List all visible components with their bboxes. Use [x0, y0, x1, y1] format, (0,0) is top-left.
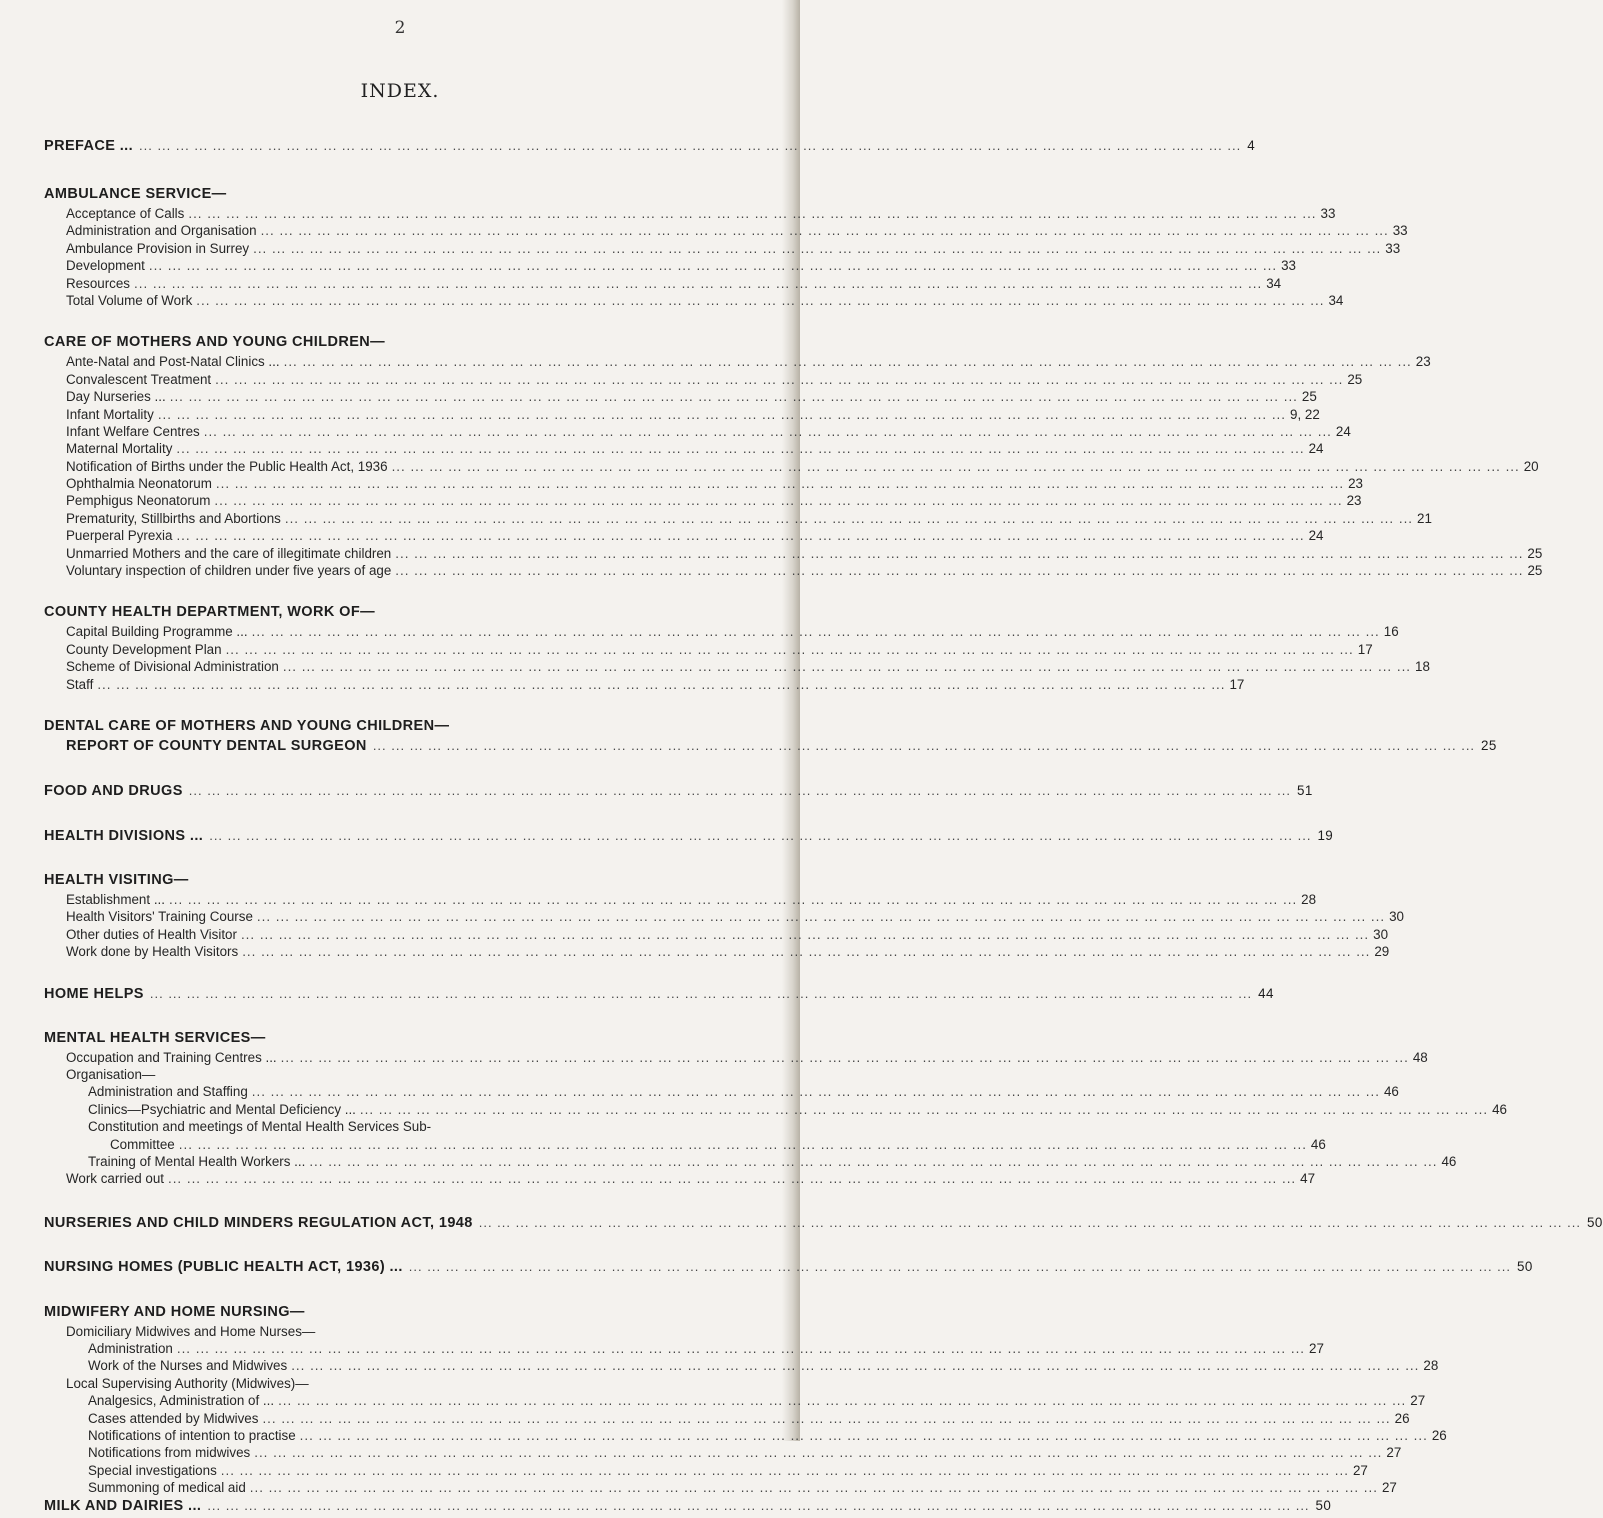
dot-leader: ... ... ... ... ... ... ... ... ... ... ... ... ... ... ... ... ... ... ... ... ... ... ... ... ... ... ... ... ... ... ... ... ... ... ... ... ... ... ... ... ... ... ... ... ... ... ... ... ... ... ... ... ... ... ... ... ... ... ... ... — [283, 354, 1412, 370]
section-heading-text: NURSERIES AND CHILD MINDERS REGULATION ACT, 1948 — [44, 1214, 473, 1231]
dot-leader: ... ... ... ... ... ... ... ... ... ... ... ... ... ... ... ... ... ... ... ... ... ... ... ... ... ... ... ... ... ... ... ... ... ... ... ... ... ... ... ... ... ... ... ... ... ... ... ... ... ... ... ... ... ... ... ... ... ... ... ... — [372, 737, 1476, 753]
entry-text: Occupation and Training Centres ... — [66, 1049, 277, 1065]
page-reference: 47 — [1300, 1171, 1316, 1187]
dot-leader: ... ... ... ... ... ... ... ... ... ... ... ... ... ... ... ... ... ... ... ... ... ... ... ... ... ... ... ... ... ... ... ... ... ... ... ... ... ... ... ... ... ... ... ... ... ... ... ... ... ... ... ... ... ... ... ... ... ... ... ... — [139, 138, 1242, 153]
section-heading — [44, 718, 649, 738]
dot-leader: ... ... ... ... ... ... ... ... ... ... ... ... ... ... ... ... ... ... ... ... ... ... ... ... ... ... ... ... ... ... ... ... ... ... ... ... ... ... ... ... ... ... ... ... ... ... ... ... ... ... ... ... ... ... ... ... ... ... ... ... — [169, 389, 1298, 405]
section-heading — [44, 1497, 1332, 1518]
dot-leader: ... ... ... ... ... ... ... ... ... ... ... ... ... ... ... ... ... ... ... ... ... ... ... ... ... ... ... ... ... ... ... ... ... ... ... ... ... ... ... ... ... ... ... ... ... ... ... ... ... ... ... ... ... ... ... ... ... ... ... ... — [203, 423, 1332, 439]
section-subheading — [44, 737, 1497, 758]
entry-text: Pemphigus Neonatorum — [66, 493, 211, 509]
dot-leader: ... ... ... ... ... ... ... ... ... ... ... ... ... ... ... ... ... ... ... ... ... ... ... ... ... ... ... ... ... ... ... ... ... ... ... ... ... ... ... ... ... ... ... ... ... ... ... ... ... ... ... ... ... ... ... ... ... ... ... ... — [196, 292, 1325, 308]
index-section-visiting — [44, 871, 1404, 962]
page-reference: 17 — [1357, 641, 1373, 657]
index-entry — [44, 476, 1363, 493]
index-entry — [44, 891, 1317, 909]
page-reference: 20 — [1523, 458, 1539, 474]
index-entry — [44, 1049, 1428, 1067]
page-reference: 46 — [1383, 1084, 1399, 1100]
index-section-dental — [44, 717, 1497, 758]
index-entry — [44, 641, 1373, 659]
dot-leader: ... ... ... ... ... ... ... ... ... ... ... ... ... ... ... ... ... ... ... ... ... ... ... ... ... ... ... ... ... ... ... ... ... ... ... ... ... ... ... ... ... ... ... ... ... ... ... ... ... ... ... ... ... ... ... ... ... ... ... ... — [408, 1258, 1512, 1274]
dot-leader: ... ... ... ... ... ... ... ... ... ... ... ... ... ... ... ... ... ... ... ... ... ... ... ... ... ... ... ... ... ... ... ... ... ... ... ... ... ... ... ... ... ... ... ... ... ... ... ... ... ... ... ... ... ... ... ... ... ... ... ... — [148, 258, 1278, 274]
page-reference: 25 — [1301, 389, 1317, 405]
dot-leader: ... ... ... ... ... ... ... ... ... ... ... ... ... ... ... ... ... ... ... ... ... ... ... ... ... ... ... ... ... ... ... ... ... ... ... ... ... ... ... ... ... ... ... ... ... ... ... ... ... ... ... ... ... ... ... ... ... ... ... ... — [97, 676, 1226, 692]
page-reference: 33 — [1281, 258, 1296, 274]
page-reference: 25 — [1481, 737, 1497, 753]
page-reference: 28 — [1423, 1358, 1439, 1374]
page-reference: 33 — [1392, 223, 1408, 239]
section-heading — [44, 1214, 1603, 1235]
page-reference: 46 — [1310, 1136, 1326, 1152]
page-reference: 27 — [1386, 1445, 1402, 1461]
page-reference: 27 — [1352, 1462, 1368, 1478]
page-title: INDEX. — [360, 80, 440, 102]
index-entry — [44, 545, 1543, 563]
page-reference: 16 — [1383, 624, 1399, 640]
index-entry — [44, 926, 1389, 944]
page-reference: 26 — [1394, 1410, 1410, 1426]
section-heading-text: COUNTY HEALTH DEPARTMENT, WORK OF— — [44, 604, 375, 621]
dot-leader: ... ... ... ... ... ... ... ... ... ... ... ... ... ... ... ... ... ... ... ... ... ... ... ... ... ... ... ... ... ... ... ... ... ... ... ... ... ... ... ... ... ... ... ... ... ... ... ... ... ... ... ... ... ... ... ... ... ... ... ... — [242, 944, 1371, 960]
index-entry — [44, 1324, 649, 1341]
section-heading-text: HEALTH DIVISIONS ... — [44, 827, 204, 844]
section-heading-text: AMBULANCE SERVICE— — [44, 186, 227, 202]
section-heading — [44, 1304, 649, 1324]
page-reference: 50 — [1517, 1258, 1533, 1274]
section-heading-text: HEALTH VISITING— — [44, 871, 189, 888]
dot-leader: ... ... ... ... ... ... ... ... ... ... ... ... ... ... ... ... ... ... ... ... ... ... ... ... ... ... ... ... ... ... ... ... ... ... ... ... ... ... ... ... ... ... ... ... ... ... ... ... ... ... ... ... ... ... ... ... ... ... ... ... — [167, 1171, 1297, 1187]
section-heading — [44, 782, 1313, 803]
dot-leader: ... ... ... ... ... ... ... ... ... ... ... ... ... ... ... ... ... ... ... ... ... ... ... ... ... ... ... ... ... ... ... ... ... ... ... ... ... ... ... ... ... ... ... ... ... ... ... ... ... ... ... ... ... ... ... ... ... ... ... ... — [209, 827, 1312, 843]
section-heading-text: DENTAL CARE OF MOTHERS AND YOUNG CHILDREN— — [44, 717, 450, 734]
dot-leader: ... ... ... ... ... ... ... ... ... ... ... ... ... ... ... ... ... ... ... ... ... ... ... ... ... ... ... ... ... ... ... ... ... ... ... ... ... ... ... ... ... ... ... ... ... ... ... ... ... ... ... ... ... ... ... ... ... ... ... ... — [278, 1393, 1407, 1409]
entry-text: Infant Mortality — [66, 406, 154, 422]
entry-text: Acceptance of Calls — [66, 206, 185, 221]
entry-text: Committee — [110, 1136, 175, 1152]
index-entry — [44, 510, 1432, 528]
entry-text: Infant Welfare Centres — [66, 423, 200, 439]
entry-text: Ambulance Provision in Surrey — [66, 240, 250, 256]
index-section-milk — [44, 1497, 1332, 1518]
entry-text: Clinics—Psychiatric and Mental Deficiency ... — [88, 1101, 356, 1117]
page-reference: 46 — [1492, 1101, 1507, 1117]
dot-leader: ... ... ... ... ... ... ... ... ... ... ... ... ... ... ... ... ... ... ... ... ... ... ... ... ... ... ... ... ... ... ... ... ... ... ... ... ... ... ... ... ... ... ... ... ... ... ... ... ... ... ... ... ... ... ... ... ... ... ... ... — [134, 275, 1263, 291]
section-heading-text: MENTAL HEALTH SERVICES— — [44, 1029, 266, 1046]
entry-text: Administration — [88, 1341, 173, 1357]
index-entry — [44, 659, 1430, 676]
entry-text: Unmarried Mothers and the care of illegitimate children — [66, 545, 392, 561]
entry-text: Constitution and meetings of Mental Health Services Sub- — [88, 1119, 432, 1135]
page-reference: 27 — [1410, 1393, 1426, 1409]
entry-text: Other duties of Health Visitor — [66, 926, 237, 942]
entry-text: Convalescent Treatment — [66, 371, 212, 387]
page-reference: 30 — [1389, 909, 1404, 925]
page-reference: 25 — [1527, 563, 1543, 579]
section-heading-text: CARE OF MOTHERS AND YOUNG CHILDREN— — [44, 334, 386, 351]
index-entry — [44, 354, 1431, 371]
dot-leader: ... ... ... ... ... ... ... ... ... ... ... ... ... ... ... ... ... ... ... ... ... ... ... ... ... ... ... ... ... ... ... ... ... ... ... ... ... ... ... ... ... ... ... ... ... ... ... ... ... ... ... ... ... ... ... ... ... ... ... ... — [309, 1153, 1438, 1169]
index-entry — [44, 406, 1320, 424]
page-reference: 17 — [1229, 676, 1245, 692]
entry-text: Establishment ... — [66, 891, 165, 907]
entry-text: County Development Plan — [66, 641, 222, 657]
entry-text: Administration and Organisation — [66, 223, 257, 239]
index-entry — [44, 1067, 649, 1084]
dot-leader: ... ... ... ... ... ... ... ... ... ... ... ... ... ... ... ... ... ... ... ... ... ... ... ... ... ... ... ... ... ... ... ... ... ... ... ... ... ... ... ... ... ... ... ... ... ... ... ... ... ... ... ... ... ... ... ... ... ... ... ... — [188, 206, 1317, 221]
index-entry — [44, 240, 1401, 258]
index-section-mothers — [44, 334, 1543, 580]
section-heading — [44, 872, 649, 892]
index-entry — [44, 458, 1539, 476]
index-entry — [44, 1171, 1316, 1188]
index-entry — [44, 1462, 1368, 1480]
entry-text: Domiciliary Midwives and Home Nurses— — [66, 1323, 316, 1339]
entry-text: Administration and Staffing — [88, 1084, 248, 1100]
page-number: 2 — [394, 18, 406, 38]
page-reference: 51 — [1297, 782, 1313, 798]
index-entry — [44, 275, 1282, 293]
index-entry — [44, 1153, 1457, 1171]
index-entry — [44, 528, 1324, 545]
dot-leader: ... ... ... ... ... ... ... ... ... ... ... ... ... ... ... ... ... ... ... ... ... ... ... ... ... ... ... ... ... ... ... ... ... ... ... ... ... ... ... ... ... ... ... ... ... ... ... ... ... ... ... ... ... ... ... ... ... ... ... ... — [169, 891, 1298, 907]
section-subheading-text: REPORT OF COUNTY DENTAL SURGEON — [66, 737, 367, 754]
index-entry — [44, 292, 1344, 310]
index-entry — [44, 371, 1363, 389]
section-heading — [44, 334, 649, 354]
index-section-county — [44, 604, 1430, 694]
dot-leader: ... ... ... ... ... ... ... ... ... ... ... ... ... ... ... ... ... ... ... ... ... ... ... ... ... ... ... ... ... ... ... ... ... ... ... ... ... ... ... ... ... ... ... ... ... ... ... ... ... ... ... ... ... ... ... ... ... ... ... ... — [280, 1049, 1409, 1065]
section-heading-text: HOME HELPS — [44, 985, 144, 1002]
section-heading — [44, 1258, 1533, 1279]
index-entry — [44, 909, 1404, 926]
section-heading — [44, 186, 649, 206]
index-entry — [44, 1445, 1402, 1462]
page-reference: 27 — [1381, 1480, 1397, 1496]
dot-leader: ... ... ... ... ... ... ... ... ... ... ... ... ... ... ... ... ... ... ... ... ... ... ... ... ... ... ... ... ... ... ... ... ... ... ... ... ... ... ... ... ... ... ... ... ... ... ... ... ... ... ... ... ... ... ... ... ... ... ... ... — [251, 1084, 1380, 1100]
page-reference: 24 — [1308, 441, 1324, 457]
index-entry — [44, 1358, 1439, 1375]
page-reference: 33 — [1320, 206, 1336, 221]
section-heading — [44, 138, 1256, 158]
dot-leader: ... ... ... ... ... ... ... ... ... ... ... ... ... ... ... ... ... ... ... ... ... ... ... ... ... ... ... ... ... ... ... ... ... ... ... ... ... ... ... ... ... ... ... ... ... ... ... ... ... ... ... ... ... ... ... ... ... ... ... ... — [254, 1445, 1383, 1461]
section-heading-text: MIDWIFERY AND HOME NURSING— — [44, 1303, 305, 1320]
index-section-food — [44, 782, 1313, 803]
page-reference: 23 — [1348, 476, 1363, 492]
entry-text: Training of Mental Health Workers ... — [88, 1153, 306, 1169]
dot-leader: ... ... ... ... ... ... ... ... ... ... ... ... ... ... ... ... ... ... ... ... ... ... ... ... ... ... ... ... ... ... ... ... ... ... ... ... ... ... ... ... ... ... ... ... ... ... ... ... ... ... ... ... ... ... ... ... ... ... ... ... — [178, 1136, 1307, 1152]
dot-leader: ... ... ... ... ... ... ... ... ... ... ... ... ... ... ... ... ... ... ... ... ... ... ... ... ... ... ... ... ... ... ... ... ... ... ... ... ... ... ... ... ... ... ... ... ... ... ... ... ... ... ... ... ... ... ... ... ... ... ... ... — [176, 528, 1305, 544]
dot-leader: ... ... ... ... ... ... ... ... ... ... ... ... ... ... ... ... ... ... ... ... ... ... ... ... ... ... ... ... ... ... ... ... ... ... ... ... ... ... ... ... ... ... ... ... ... ... ... ... ... ... ... ... ... ... ... ... ... ... ... ... — [215, 371, 1344, 387]
entry-text: Prematurity, Stillbirths and Abortions — [66, 510, 281, 526]
page-reference: 23 — [1415, 354, 1431, 370]
entry-text: Notification of Births under the Public Health Act, 1936 — [66, 458, 388, 474]
dot-leader: ... ... ... ... ... ... ... ... ... ... ... ... ... ... ... ... ... ... ... ... ... ... ... ... ... ... ... ... ... ... ... ... ... ... ... ... ... ... ... ... ... ... ... ... ... ... ... ... ... ... ... ... ... ... ... ... ... ... ... ... — [253, 240, 1382, 256]
dot-leader: ... ... ... ... ... ... ... ... ... ... ... ... ... ... ... ... ... ... ... ... ... ... ... ... ... ... ... ... ... ... ... ... ... ... ... ... ... ... ... ... ... ... ... ... ... ... ... ... ... ... ... ... ... ... ... ... ... ... ... ... — [215, 476, 1345, 492]
page-reference: 46 — [1441, 1153, 1457, 1169]
index-entry — [44, 1119, 649, 1136]
entry-text: Notifications from midwives — [88, 1445, 251, 1461]
index-entry — [44, 1136, 1326, 1154]
entry-text: Local Supervising Authority (Midwives)— — [66, 1375, 309, 1391]
entry-text: Work carried out — [66, 1171, 164, 1187]
dot-leader: ... ... ... ... ... ... ... ... ... ... ... ... ... ... ... ... ... ... ... ... ... ... ... ... ... ... ... ... ... ... ... ... ... ... ... ... ... ... ... ... ... ... ... ... ... ... ... ... ... ... ... ... ... ... ... ... ... ... ... ... — [249, 1480, 1378, 1496]
page-reference: 9, 22 — [1290, 406, 1320, 422]
page-reference: 44 — [1258, 985, 1274, 1001]
index-section-ambulance — [44, 186, 1408, 310]
dot-leader: ... ... ... ... ... ... ... ... ... ... ... ... ... ... ... ... ... ... ... ... ... ... ... ... ... ... ... ... ... ... ... ... ... ... ... ... ... ... ... ... ... ... ... ... ... ... ... ... ... ... ... ... ... ... ... ... ... ... ... ... — [260, 223, 1389, 239]
page-reference: 24 — [1308, 528, 1324, 544]
entry-text: Staff — [66, 676, 94, 692]
dot-leader: ... ... ... ... ... ... ... ... ... ... ... ... ... ... ... ... ... ... ... ... ... ... ... ... ... ... ... ... ... ... ... ... ... ... ... ... ... ... ... ... ... ... ... ... ... ... ... ... ... ... ... ... ... ... ... ... ... ... ... ... — [359, 1101, 1489, 1117]
entry-text: Summoning of medical aid — [88, 1480, 246, 1496]
section-heading-text: FOOD AND DRUGS — [44, 782, 183, 799]
section-heading — [44, 827, 1334, 848]
dot-leader: ... ... ... ... ... ... ... ... ... ... ... ... ... ... ... ... ... ... ... ... ... ... ... ... ... ... ... ... ... ... ... ... ... ... ... ... ... ... ... ... ... ... ... ... ... ... ... ... ... ... ... ... ... ... ... ... ... ... ... ... — [284, 510, 1414, 526]
dot-leader: ... ... ... ... ... ... ... ... ... ... ... ... ... ... ... ... ... ... ... ... ... ... ... ... ... ... ... ... ... ... ... ... ... ... ... ... ... ... ... ... ... ... ... ... ... ... ... ... ... ... ... ... ... ... ... ... ... ... ... ... — [395, 545, 1524, 561]
dot-leader: ... ... ... ... ... ... ... ... ... ... ... ... ... ... ... ... ... ... ... ... ... ... ... ... ... ... ... ... ... ... ... ... ... ... ... ... ... ... ... ... ... ... ... ... ... ... ... ... ... ... ... ... ... ... ... ... ... ... ... ... — [220, 1462, 1349, 1478]
index-entry — [44, 1428, 1447, 1445]
index-entry — [44, 1376, 649, 1393]
entry-text: Special investigations — [88, 1462, 217, 1478]
index-entry — [44, 1410, 1410, 1428]
entry-text: Organisation— — [66, 1066, 156, 1082]
dot-leader: ... ... ... ... ... ... ... ... ... ... ... ... ... ... ... ... ... ... ... ... ... ... ... ... ... ... ... ... ... ... ... ... ... ... ... ... ... ... ... ... ... ... ... ... ... ... ... ... ... ... ... ... ... ... ... ... ... ... ... ... — [299, 1428, 1428, 1444]
dot-leader: ... ... ... ... ... ... ... ... ... ... ... ... ... ... ... ... ... ... ... ... ... ... ... ... ... ... ... ... ... ... ... ... ... ... ... ... ... ... ... ... ... ... ... ... ... ... ... ... ... ... ... ... ... ... ... ... ... ... ... ... — [291, 1358, 1420, 1374]
entry-text: Cases attended by Midwives — [88, 1410, 259, 1426]
dot-leader: ... ... ... ... ... ... ... ... ... ... ... ... ... ... ... ... ... ... ... ... ... ... ... ... ... ... ... ... ... ... ... ... ... ... ... ... ... ... ... ... ... ... ... ... ... ... ... ... ... ... ... ... ... ... ... ... ... ... ... ... — [240, 926, 1370, 942]
section-heading — [44, 604, 649, 624]
index-section-nursing — [44, 1258, 1533, 1279]
index-entry — [44, 1084, 1399, 1101]
dot-leader: ... ... ... ... ... ... ... ... ... ... ... ... ... ... ... ... ... ... ... ... ... ... ... ... ... ... ... ... ... ... ... ... ... ... ... ... ... ... ... ... ... ... ... ... ... ... ... ... ... ... ... ... ... ... ... ... ... ... ... ... — [395, 563, 1524, 579]
section-heading — [44, 1030, 649, 1050]
index-section-helps — [44, 985, 1274, 1006]
index-entry — [44, 1480, 1397, 1497]
entry-text: Maternal Mortality — [66, 441, 173, 457]
dot-leader: ... ... ... ... ... ... ... ... ... ... ... ... ... ... ... ... ... ... ... ... ... ... ... ... ... ... ... ... ... ... ... ... ... ... ... ... ... ... ... ... ... ... ... ... ... ... ... ... ... ... ... ... ... ... ... ... ... ... ... ... — [207, 1497, 1310, 1513]
page-reference: 23 — [1346, 493, 1362, 509]
index-entry — [44, 1393, 1426, 1410]
dot-leader: ... ... ... ... ... ... ... ... ... ... ... ... ... ... ... ... ... ... ... ... ... ... ... ... ... ... ... ... ... ... ... ... ... ... ... ... ... ... ... ... ... ... ... ... ... ... ... ... ... ... ... ... ... ... ... ... ... ... ... ... — [214, 493, 1343, 509]
page-reference: 4 — [1247, 138, 1256, 153]
page-reference: 27 — [1309, 1341, 1324, 1357]
dot-leader: ... ... ... ... ... ... ... ... ... ... ... ... ... ... ... ... ... ... ... ... ... ... ... ... ... ... ... ... ... ... ... ... ... ... ... ... ... ... ... ... ... ... ... ... ... ... ... ... ... ... ... ... ... ... ... ... ... ... ... ... — [251, 624, 1380, 640]
page-reference: 19 — [1317, 827, 1334, 843]
dot-leader: ... ... ... ... ... ... ... ... ... ... ... ... ... ... ... ... ... ... ... ... ... ... ... ... ... ... ... ... ... ... ... ... ... ... ... ... ... ... ... ... ... ... ... ... ... ... ... ... ... ... ... ... ... ... ... ... ... ... ... ... — [225, 641, 1354, 657]
page-reference: 48 — [1412, 1049, 1428, 1065]
page-reference: 33 — [1385, 240, 1401, 256]
entry-text: Health Visitors' Training Course — [66, 909, 253, 925]
index-entry — [44, 423, 1351, 441]
page-reference: 21 — [1417, 510, 1432, 526]
index-section-midwifery — [44, 1303, 1447, 1498]
index-entry — [44, 389, 1317, 406]
entry-text: Total Volume of Work — [66, 292, 193, 308]
entry-text: Ante-Natal and Post-Natal Clinics ... — [66, 354, 280, 370]
page-reference: 50 — [1586, 1214, 1603, 1230]
index-entry — [44, 676, 1245, 694]
section-heading-text: MILK AND DAIRIES ... — [44, 1497, 202, 1514]
section-heading — [44, 985, 1274, 1006]
page-reference: 50 — [1315, 1497, 1332, 1513]
index-content — [44, 138, 1603, 1518]
entry-text: Notifications of intention to practise — [88, 1428, 296, 1444]
entry-text: Analgesics, Administration of ... — [88, 1393, 275, 1409]
index-entry — [44, 563, 1543, 580]
dot-leader: ... ... ... ... ... ... ... ... ... ... ... ... ... ... ... ... ... ... ... ... ... ... ... ... ... ... ... ... ... ... ... ... ... ... ... ... ... ... ... ... ... ... ... ... ... ... ... ... ... ... ... ... ... ... ... ... ... ... ... ... — [176, 1341, 1306, 1357]
dot-leader: ... ... ... ... ... ... ... ... ... ... ... ... ... ... ... ... ... ... ... ... ... ... ... ... ... ... ... ... ... ... ... ... ... ... ... ... ... ... ... ... ... ... ... ... ... ... ... ... ... ... ... ... ... ... ... ... ... ... ... ... — [478, 1214, 1581, 1230]
index-section-mental — [44, 1029, 1507, 1189]
entry-text: Ophthalmia Neonatorum — [66, 476, 212, 492]
page-reference: 30 — [1373, 926, 1389, 942]
page-reference: 25 — [1527, 545, 1543, 561]
index-entry — [44, 223, 1408, 240]
dot-leader: ... ... ... ... ... ... ... ... ... ... ... ... ... ... ... ... ... ... ... ... ... ... ... ... ... ... ... ... ... ... ... ... ... ... ... ... ... ... ... ... ... ... ... ... ... ... ... ... ... ... ... ... ... ... ... ... ... ... ... ... — [262, 1410, 1391, 1426]
page-reference: 24 — [1335, 423, 1351, 439]
index-entry — [44, 944, 1390, 961]
dot-leader: ... ... ... ... ... ... ... ... ... ... ... ... ... ... ... ... ... ... ... ... ... ... ... ... ... ... ... ... ... ... ... ... ... ... ... ... ... ... ... ... ... ... ... ... ... ... ... ... ... ... ... ... ... ... ... ... ... ... ... ... — [157, 406, 1286, 422]
page-reference: 26 — [1431, 1428, 1447, 1444]
entry-text: Work of the Nurses and Midwives — [88, 1358, 288, 1374]
entry-text: Puerperal Pyrexia — [66, 528, 173, 544]
page-reference: 34 — [1266, 275, 1282, 291]
dot-leader: ... ... ... ... ... ... ... ... ... ... ... ... ... ... ... ... ... ... ... ... ... ... ... ... ... ... ... ... ... ... ... ... ... ... ... ... ... ... ... ... ... ... ... ... ... ... ... ... ... ... ... ... ... ... ... ... ... ... ... ... — [256, 909, 1386, 925]
entry-text: Voluntary inspection of children under five years of age — [66, 563, 392, 579]
index-entry — [44, 441, 1324, 458]
page-reference: 18 — [1415, 659, 1430, 675]
dot-leader: ... ... ... ... ... ... ... ... ... ... ... ... ... ... ... ... ... ... ... ... ... ... ... ... ... ... ... ... ... ... ... ... ... ... ... ... ... ... ... ... ... ... ... ... ... ... ... ... ... ... ... ... ... ... ... ... ... ... ... ... — [149, 985, 1253, 1001]
entry-text: Development — [66, 258, 145, 274]
page-reference: 28 — [1301, 891, 1317, 907]
section-heading-text: NURSING HOMES (PUBLIC HEALTH ACT, 1936) ... — [44, 1258, 403, 1275]
index-section-divisions — [44, 827, 1334, 848]
dot-leader: ... ... ... ... ... ... ... ... ... ... ... ... ... ... ... ... ... ... ... ... ... ... ... ... ... ... ... ... ... ... ... ... ... ... ... ... ... ... ... ... ... ... ... ... ... ... ... ... ... ... ... ... ... ... ... ... ... ... ... ... — [282, 659, 1412, 675]
index-entry — [44, 258, 1296, 275]
page-reference: 25 — [1347, 371, 1363, 387]
index-section-preface — [44, 138, 1256, 158]
entry-text: Scheme of Divisional Administration — [66, 659, 279, 675]
entry-text: Capital Building Programme ... — [66, 624, 248, 640]
index-entry — [44, 624, 1399, 641]
entry-text: Work done by Health Visitors — [66, 944, 239, 960]
index-entry — [44, 1341, 1324, 1358]
section-heading-text: PREFACE ... — [44, 138, 133, 154]
index-entry — [44, 1101, 1507, 1119]
entry-text: Resources — [66, 275, 131, 291]
dot-leader: ... ... ... ... ... ... ... ... ... ... ... ... ... ... ... ... ... ... ... ... ... ... ... ... ... ... ... ... ... ... ... ... ... ... ... ... ... ... ... ... ... ... ... ... ... ... ... ... ... ... ... ... ... ... ... ... ... ... ... ... — [176, 441, 1305, 457]
page-reference: 34 — [1328, 292, 1344, 308]
dot-leader: ... ... ... ... ... ... ... ... ... ... ... ... ... ... ... ... ... ... ... ... ... ... ... ... ... ... ... ... ... ... ... ... ... ... ... ... ... ... ... ... ... ... ... ... ... ... ... ... ... ... ... ... ... ... ... ... ... ... ... ... — [188, 782, 1292, 798]
dot-leader: ... ... ... ... ... ... ... ... ... ... ... ... ... ... ... ... ... ... ... ... ... ... ... ... ... ... ... ... ... ... ... ... ... ... ... ... ... ... ... ... ... ... ... ... ... ... ... ... ... ... ... ... ... ... ... ... ... ... ... ... — [391, 458, 1520, 474]
index-entry — [44, 493, 1362, 510]
index-section-nurseries — [44, 1214, 1603, 1235]
page-reference: 29 — [1374, 944, 1390, 960]
index-entry — [44, 206, 1336, 223]
entry-text: Day Nurseries ... — [66, 389, 166, 405]
